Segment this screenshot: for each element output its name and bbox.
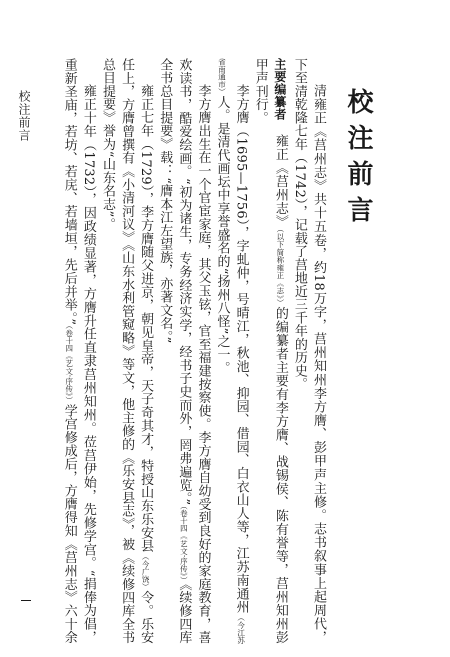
p4-note: （今广饶） <box>141 552 151 591</box>
folio <box>21 600 31 601</box>
p4-text-b: 令。乐安任上，方膺曾撰有《小清河议》《山东水利管窥略》等文，他主修的《乐安县志》，被《续修四库全书总目提要》誉为“山东名志”。 <box>99 58 154 644</box>
paragraph-4 <box>98 58 155 644</box>
p2-text-a: 李方膺（1695—1756），字虬仲，号晴江，秋池、抑园、借园、白衣山人等，江苏南通州 <box>233 84 249 614</box>
paragraph-5 <box>60 58 98 644</box>
p4-text-a: 雍正七年（1729），李方膺随父进京，朝见皇帝，天子奇其才，特授山东乐安县 <box>138 84 154 553</box>
p1-note: （以下简称雍正《志》） <box>275 228 285 307</box>
p5-text-a: 雍正十年（1732），因政绩显著，方膺升任直隶莒州知州。莅莒伊始，先修学宫。“捐俸为倡，重新圣庙，若坊、若庑、若墙垣，先后并举。” <box>61 58 96 644</box>
p1-label: 主要编纂者 <box>272 58 287 121</box>
paragraph-2 <box>212 58 250 644</box>
paragraph-3 <box>155 58 212 644</box>
p3-text-b: 《续修四库全书总目提要》载：“膺本江左望族，亦著文名。” <box>157 58 192 644</box>
p5-note: （卷十四《艺文·序传》） <box>64 325 74 404</box>
p1-text-b: 雍正《莒州志》 <box>272 134 288 229</box>
p2-note: （今江苏省南通市） <box>217 58 246 644</box>
p3-note: （卷十四《艺文·序传》） <box>179 505 189 584</box>
p1-text-a: 清雍正《莒州志》共十五卷，约18万字，莒州知州李方膺、彭甲声主修。志书叙事上起周代，下至清乾隆七年（1742），记载了莒地近三千年的历史。 <box>291 58 326 644</box>
p1-text-c: 的编纂者主要有李方膺、战锡侯、陈有誉等，莒州知州彭甲声刊行。 <box>252 58 288 644</box>
page-title: 校注前言 <box>343 88 373 232</box>
paragraph-1 <box>251 58 328 644</box>
p5-text-b: 学宫修成后，方膺得知《莒州志》六十余 <box>61 403 77 644</box>
p3-text-a: 李方膺出生在一个官宦家庭，其父玉铉，官至福建按察使。李方膺自幼受到良好的家庭教育，喜欢读书，酷爱绘画。“初为诸生，专务经济实学，经书子史而外，罔弗遍览。” <box>176 58 211 644</box>
body-text <box>60 58 328 644</box>
running-head: 校注前言 <box>17 90 31 142</box>
p2-text-b: 人。是清代画坛中享誉盛名的“扬州八怪”之一。 <box>214 95 230 375</box>
